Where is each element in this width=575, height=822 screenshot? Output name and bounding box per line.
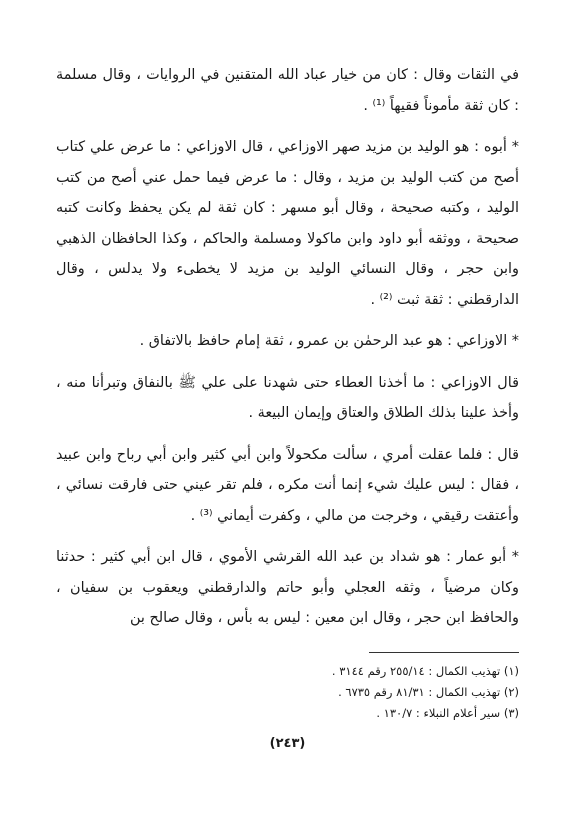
footnote-1: (١) تهذيب الكمال : ٢٥٥/١٤ رقم ٣١٤٤ . [331, 663, 519, 678]
footnote-2: (٢) تهذيب الكمال : ٨١/٣١ رقم ٦٧٣٥ . [338, 684, 519, 699]
footnotes-list [56, 661, 519, 724]
paragraph-6: * أبو عمار : هو شداد بن عبد الله القرشي الأموي ، قال ابن أبي كثير : حدثنا وكان مرضياً ، وثقه العجلي وأبو حاتم والدارقطني ويعقوب بن سفيان ، والحافظ ابن حجر ، وقال ابن معين : ليس به بأس ، وقال صالح بن [56, 549, 519, 626]
footnote-3: (٣) سير أعلام النبلاء : ١٣٠/٧ . [376, 705, 519, 720]
paragraph-1: في الثقات وقال : كان من خيار عباد الله المتقنين في الروايات ، وقال مسلمة : كان ثقة مأموناً فقيهاً ⁽¹⁾ . [56, 67, 519, 114]
paragraph-3: * الاوزاعي : هو عبد الرحمٰن بن عمرو ، ثقة إمام حافظ بالاتفاق . [139, 333, 519, 349]
paragraph-2: * أبوه : هو الوليد بن مزيد صهر الاوزاعي ، قال الاوزاعي : ما عرض علي كتاب أصح من كتب الوليد بن مزيد ، وقال : ما عرض فيما حمل عني أصح من كتب الوليد ، وكتبه صحيحة ، وقال أبو مسهر : كان ثقة لم يكن يحفظ وكانت كتبه صحيحة ، ووثقه أبو داود وابن ماكولا ومسلمة والحاكم ، وكذا الحافظان الذهبي وابن حجر ، وقال النسائي الوليد بن مزيد لا يخطىء ولا يدلس ، وقال الدارقطني : ثقة ثبت ⁽²⁾ . [56, 139, 519, 308]
paragraph-4: قال الاوزاعي : ما أخذنا العطاء حتى شهدنا على علي ﷺ بالنفاق وتبرأنا منه ، وأخذ علينا بذلك الطلاق والعتاق وإيمان البيعة . [56, 374, 519, 421]
page-number: (٢٤٣) [269, 736, 306, 751]
footnote-separator [369, 652, 519, 653]
main-text [56, 60, 519, 634]
paragraph-5: قال : فلما عقلت أمري ، سألت مكحولاً وابن أبي كثير وابن أبي رباح وابن عبيد ، فقال : ليس عليك شيء إنما أنت مكره ، فلم تقر عيني حتى فارقت نسائي ، وأعتقت رقيقي ، وخرجت من مالي ، وكفرت أيماني ⁽³⁾ . [56, 446, 519, 524]
